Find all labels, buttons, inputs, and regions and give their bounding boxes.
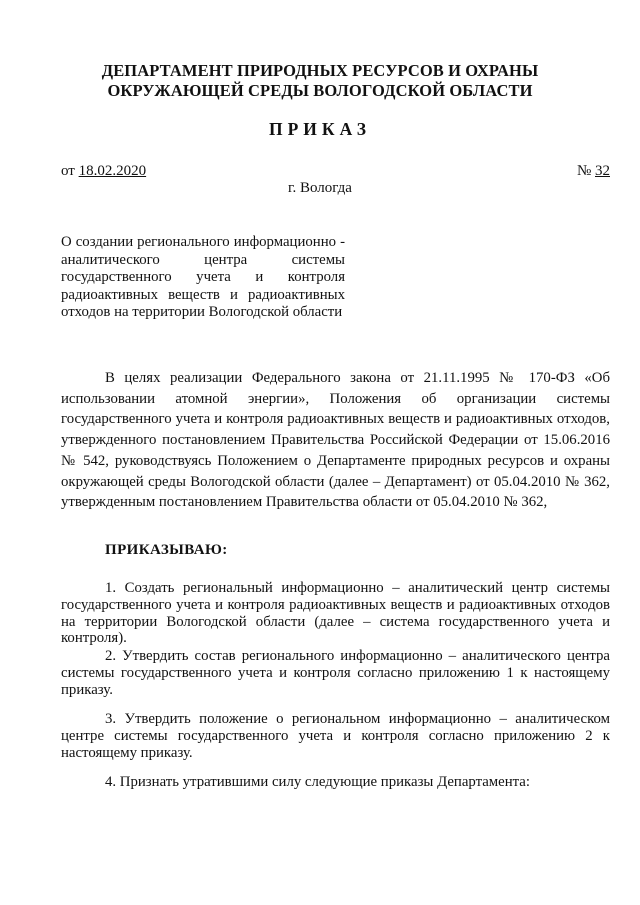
order-item-4: 4. Признать утратившими силу следующие приказы Департамента:	[105, 774, 530, 790]
order-item-3: 3. Утвердить положение о региональном информационно – аналитическом центре системы государственного учета и контроля согласно приложению 2 к настоящему приказу.	[61, 711, 610, 761]
preamble-paragraph: В целях реализации Федерального закона от 21.11.1995 № 170-ФЗ «Об использовании атомной энергии», Положения об организации системы государственного учета и контроля радиоактивных веществ и радиоактивных отходов, утвержденного постановлением Правительства Российской Федерации от 15.06.2016 № 542, руководствуясь Положением о Департаменте природных ресурсов и охраны окружающей среды Вологодской области (далее – Департамент) от 05.04.2010 № 362, утвержденным постановлением Правительства области от 05.04.2010 № 362,	[61, 370, 610, 511]
department-name-line-1: ДЕПАРТАМЕНТ ПРИРОДНЫХ РЕСУРСОВ И ОХРАНЫ	[101, 61, 539, 80]
document-title: ПРИКАЗ	[268, 119, 372, 139]
date-prefix: от	[61, 163, 75, 179]
order-item-2: 2. Утвердить состав регионального информационно – аналитического центра системы государственного учета и контроля согласно приложению 1 к настоящему приказу.	[61, 648, 610, 698]
city: г. Вологда	[288, 180, 352, 196]
date-value: 18.02.2020	[78, 163, 147, 179]
order-item-1: 1. Создать региональный информационно – аналитический центр системы государственного учета и контроля радиоактивных веществ и радиоактивных отходов на территории Вологодской области (далее – система государственного учета и контроля).	[61, 580, 610, 647]
number-value: 32	[595, 163, 610, 179]
order-word: ПРИКАЗЫВАЮ:	[105, 542, 228, 558]
order-subject: О создании регионального информационно - аналитического центра системы государственного учета и контроля радиоактивных веществ и радиоактивных отходов на территории Вологодской области	[61, 234, 345, 321]
department-name-line-2: ОКРУЖАЮЩЕЙ СРЕДЫ ВОЛОГОДСКОЙ ОБЛАСТИ	[107, 81, 533, 100]
number-prefix: №	[576, 163, 592, 179]
